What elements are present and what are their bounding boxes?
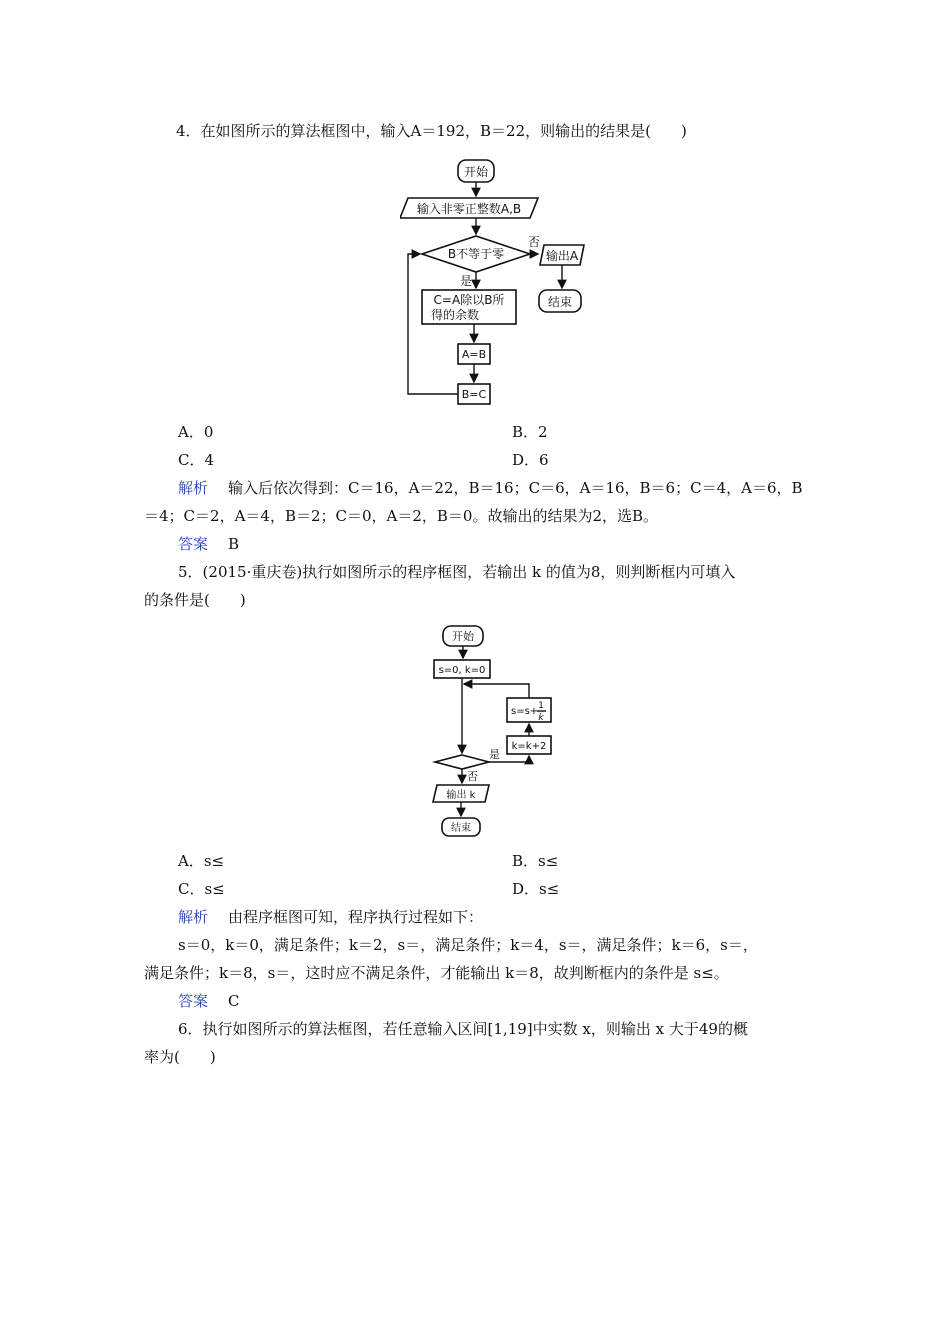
q5-stem-line2: 的条件是( )	[144, 591, 246, 609]
q4-end-label: 结束	[547, 295, 573, 309]
q4-stem: 4．在如图所示的算法框图中，输入A＝192，B＝22，则输出的结果是( )	[176, 122, 687, 140]
q4-option-b: B．2	[512, 423, 548, 441]
q5-stem-line1: 5．(2015·重庆卷)执行如图所示的程序框图，若输出 k 的值为8，则判断框内可填入	[178, 563, 736, 581]
q4-assign-a-label: A=B	[461, 348, 487, 361]
q4-analysis-line1: 输入后依次得到：C＝16，A＝22，B＝16；C＝6，A＝16，B＝6；C＝4，A＝6，B	[228, 479, 803, 497]
q5-option-b: B．s≤	[512, 852, 559, 870]
q5-end-label: 结束	[451, 823, 471, 834]
q4-option-d: D．6	[512, 451, 549, 469]
q6-stem-line2: 率为( )	[144, 1048, 216, 1066]
q5-analysis-label: 解析	[178, 908, 209, 926]
q5-answer-label: 答案	[178, 992, 209, 1010]
q4-output-label: 输出A	[545, 249, 579, 263]
q4-answer-label: 答案	[178, 535, 209, 553]
q5-start-label: 开始	[452, 630, 474, 643]
q4-assign-b-label: B=C	[461, 388, 487, 401]
q5-init-label: s=0, k=0	[438, 665, 486, 676]
q4-analysis-line2: ＝4；C＝2，A＝4，B＝2；C＝0，A＝2，B＝0。故输出的结果为2，选B。	[144, 507, 659, 525]
q4-option-a: A．0	[178, 423, 214, 441]
q5-update-s-label: s=s+	[511, 706, 539, 717]
q4-no-label: 否	[528, 235, 541, 249]
q5-option-d: D．s≤	[512, 880, 560, 898]
q5-option-a: A．s≤	[178, 852, 225, 870]
q4-analysis-label: 解析	[178, 479, 209, 497]
q5-no-label: 否	[467, 770, 478, 783]
q5-update-k-label: k=k+2	[511, 741, 547, 752]
q4-flowchart	[400, 155, 600, 410]
q4-remainder-label-1: C=A除以B所	[433, 293, 505, 307]
q5-analysis-line1: 由程序框图可知，程序执行过程如下：	[228, 908, 484, 926]
q5-decision-node	[435, 755, 489, 769]
q5-yes-label: 是	[489, 748, 500, 761]
q4-input-label: 输入非零正整数A,B	[416, 202, 522, 216]
q4-decision-label: B不等于零	[447, 247, 505, 261]
q5-answer: C	[228, 992, 240, 1010]
q5-analysis-line3: 满足条件；k＝8，s＝，这时应不满足条件，才能输出 k＝8，故判断框内的条件是 s≤。	[144, 964, 729, 982]
q4-answer: B	[228, 535, 240, 553]
q4-yes-label: 是	[460, 274, 473, 288]
q4-option-c: C．4	[178, 451, 215, 469]
q5-frac-num: 1	[538, 701, 544, 711]
q5-frac-den: k	[538, 713, 544, 723]
q5-analysis-line2: s＝0，k＝0，满足条件；k＝2，s＝，满足条件；k＝4，s＝，满足条件；k＝6，s＝，	[178, 936, 758, 954]
q4-remainder-label-2: 得的余数	[430, 308, 480, 322]
q5-flowchart	[425, 622, 565, 842]
q5-option-c: C．s≤	[178, 880, 225, 898]
q4-start-label: 开始	[463, 165, 489, 179]
q6-stem-line1: 6．执行如图所示的算法框图，若任意输入区间[1,19]中实数 x，则输出 x 大于49的概	[178, 1020, 748, 1038]
q5-output-label: 输出 k	[446, 790, 476, 801]
